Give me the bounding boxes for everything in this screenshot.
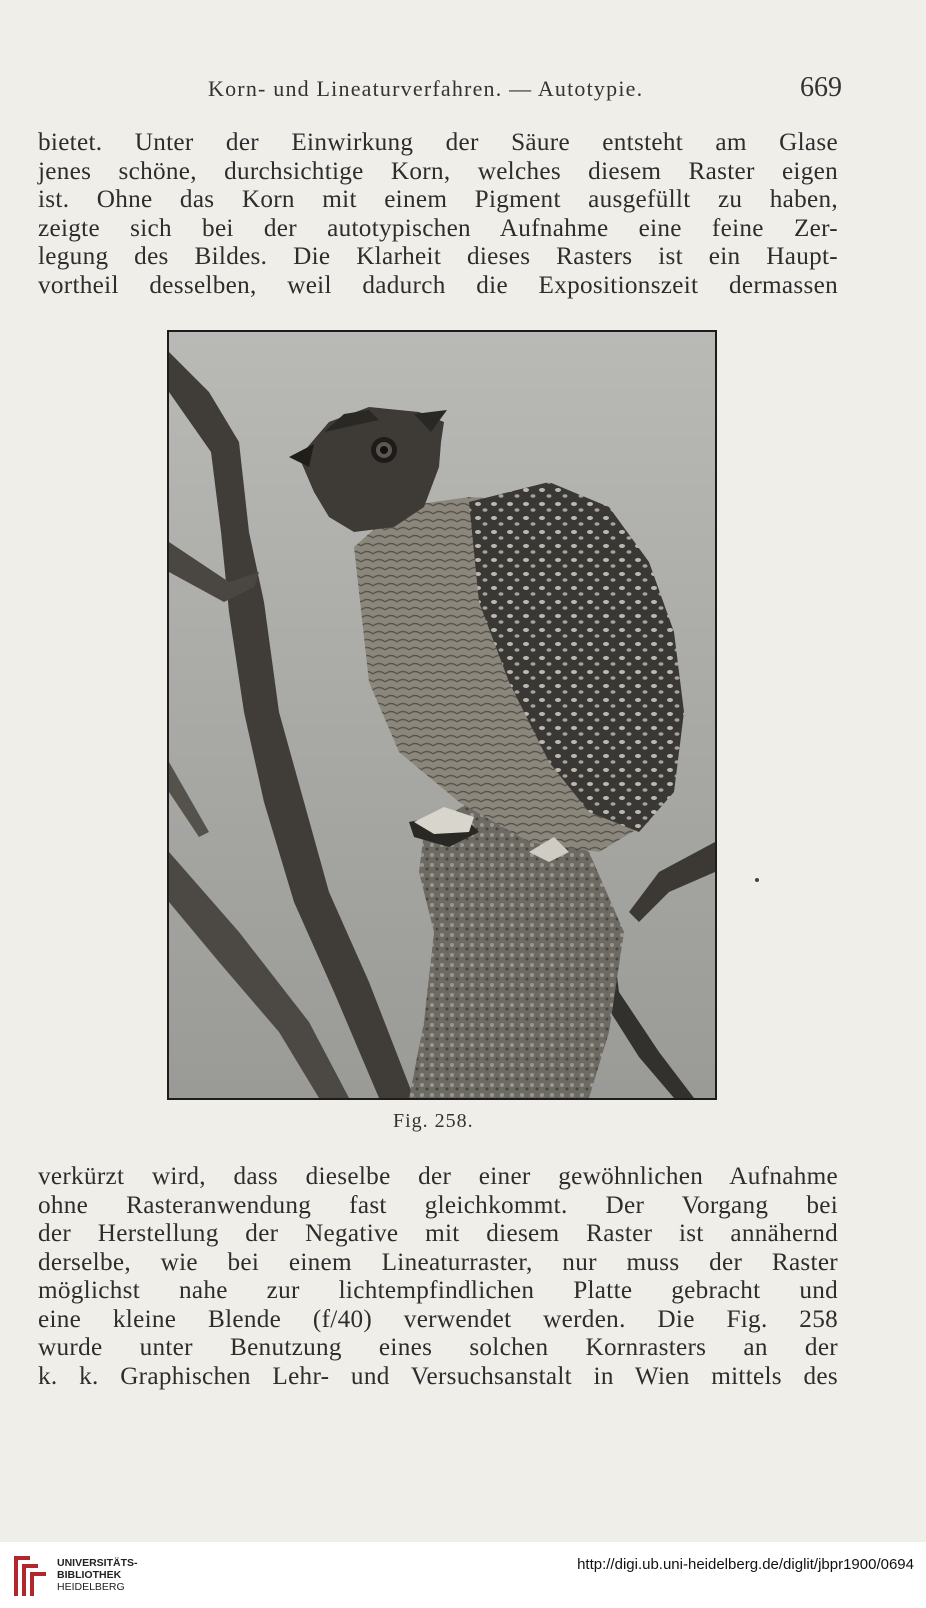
library-name-line: UNIVERSITÄTS- [57,1557,138,1569]
text-line: jenes schöne, durchsichtige Korn, welches diesem Raster eigen [38,157,838,185]
print-speck [755,878,759,882]
body-text-top [38,129,838,300]
text-line: der Herstellung der Negative mit diesem Raster ist annähernd [38,1220,838,1247]
owl-photograph [167,330,717,1100]
text-line: k. k. Graphischen Lehr- und Versuchsanstalt in Wien mittels des [38,1362,838,1390]
library-name [57,1557,138,1593]
figure-caption: Fig. 258. [393,1110,474,1132]
library-logo-icon [10,1552,50,1600]
page-number: 669 [800,72,842,103]
text-line: möglichst nahe zur lichtempfindlichen Platte gebracht und [38,1277,838,1304]
library-footer [0,1542,926,1608]
body-text-bottom [38,1163,838,1391]
text-line: eine kleine Blende (f/40) verwendet werden. Die Fig. 258 [38,1305,838,1333]
text-line: bietet. Unter der Einwirkung der Säure entsteht am Glase [38,129,838,156]
running-title: Korn- und Lineaturverfahren. — Autotypie. [208,76,644,101]
text-line: verkürzt wird, dass dieselbe der einer gewöhnlichen Aufnahme [38,1163,838,1190]
library-name-line: HEIDELBERG [57,1581,125,1593]
text-line: vortheil desselben, weil dadurch die Expositionszeit dermassen [38,271,838,299]
text-line: wurde unter Benutzung eines solchen Kornrasters an der [38,1334,838,1361]
text-line: derselbe, wie bei einem Lineaturraster, nur muss der Raster [38,1248,838,1276]
permalink-url[interactable]: http://digi.ub.uni-heidelberg.de/diglit/jbpr1900/0694 [577,1556,914,1573]
text-line: zeigte sich bei der autotypischen Aufnahme eine feine Zer- [38,214,838,242]
text-line: ist. Ohne das Korn mit einem Pigment ausgefüllt zu haben, [38,186,838,213]
text-line: ohne Rasteranwendung fast gleichkommt. Der Vorgang bei [38,1191,838,1219]
text-line: legung des Bildes. Die Klarheit dieses Rasters ist ein Haupt- [38,243,838,270]
library-name-line: BIBLIOTHEK [57,1569,122,1581]
